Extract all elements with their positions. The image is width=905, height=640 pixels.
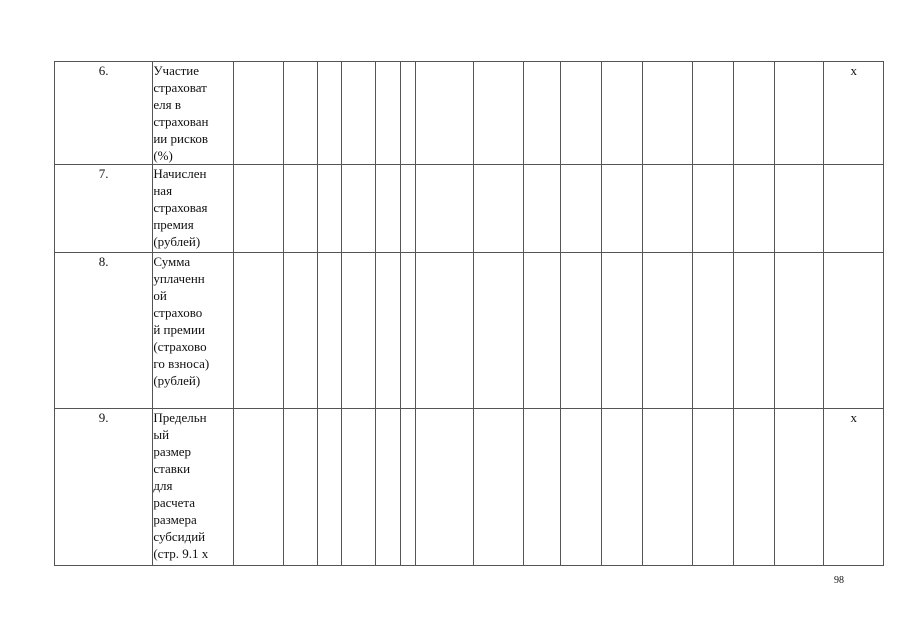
row-mark: x	[824, 62, 884, 165]
table-row	[55, 165, 884, 253]
row-mark	[824, 165, 884, 253]
row-number: 6.	[55, 62, 153, 165]
row-mark	[824, 253, 884, 409]
row-number: 8.	[55, 253, 153, 409]
table-row	[55, 253, 884, 409]
data-table	[54, 61, 884, 566]
row-number: 7.	[55, 165, 153, 253]
table-row	[55, 409, 884, 566]
row-label: Сумма уплаченн ой страхово й премии (страхово го взноса) (рублей)	[153, 253, 234, 409]
table-row	[55, 62, 884, 165]
row-label: Предельн ый размер ставки для расчета размера субсидий (стр. 9.1 x	[153, 409, 234, 566]
page-number: 98	[834, 575, 844, 586]
row-label: Начислен ная страховая премия (рублей)	[153, 165, 234, 253]
row-label: Участие страховат еля в страхован ии рисков (%)	[153, 62, 234, 165]
row-number: 9.	[55, 409, 153, 566]
row-mark: x	[824, 409, 884, 566]
